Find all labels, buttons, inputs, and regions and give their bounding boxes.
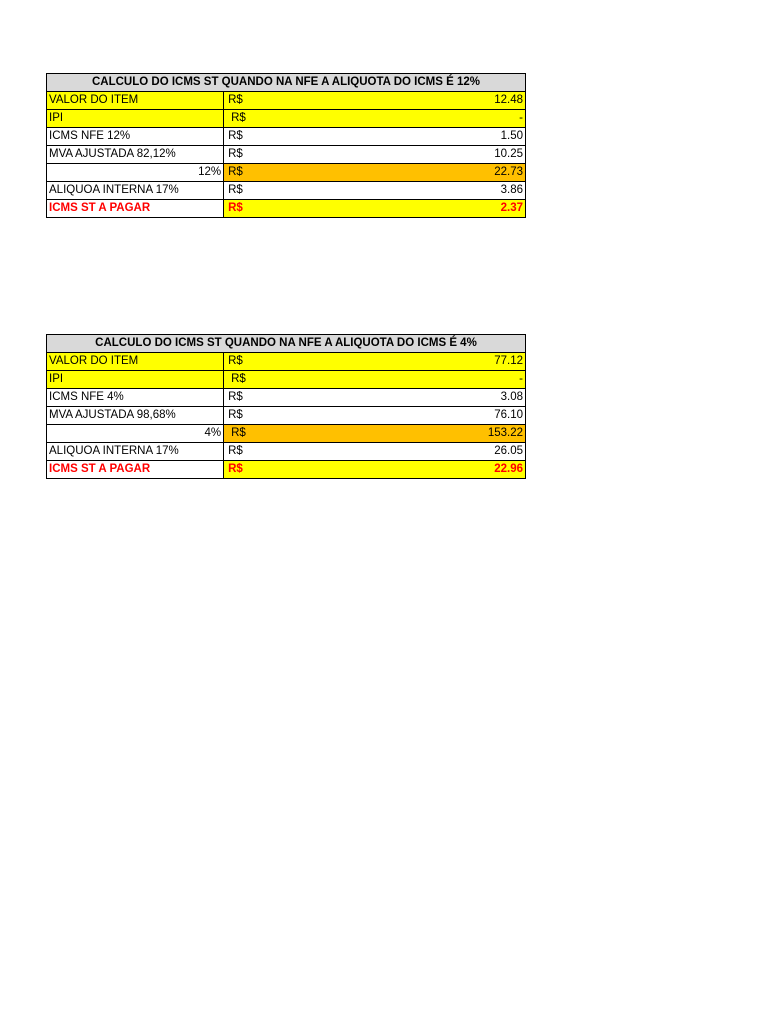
row-value: 22.73 [494,166,523,178]
row-value: - [519,373,523,385]
row-value: - [519,112,523,124]
row-value: 26.05 [494,445,523,457]
currency-symbol: R$ [228,355,243,367]
row-value-cell[interactable] [224,110,526,128]
icms-st-table-12 [46,73,526,218]
row-value-cell[interactable] [224,371,526,389]
row-label-ipi[interactable]: IPI [47,371,224,389]
row-value-cell[interactable] [224,425,526,443]
row-value: 10.25 [494,148,523,160]
row-value: 12.48 [494,94,523,106]
row-value-cell[interactable] [224,146,526,164]
row-label-mva-ajustada[interactable]: MVA AJUSTADA 82,12% [47,146,224,164]
row-value-cell[interactable] [224,164,526,182]
currency-symbol: R$ [228,166,243,178]
currency-symbol: R$ [228,184,243,196]
table-row [47,92,526,110]
currency-symbol: R$ [228,130,243,142]
row-value: 3.86 [500,184,523,196]
table-row [47,164,526,182]
row-label-aliquoa-interna[interactable]: ALIQUOA INTERNA 17% [47,443,224,461]
table-row [47,407,526,425]
table-title[interactable]: CALCULO DO ICMS ST QUANDO NA NFE A ALIQUOTA DO ICMS É 4% [47,335,526,353]
currency-symbol: R$ [228,409,243,421]
table-row [47,443,526,461]
row-value: 22.96 [494,463,523,475]
row-value-cell[interactable] [224,389,526,407]
row-value: 2.37 [500,202,523,214]
row-value: 153.22 [487,427,523,439]
row-label-base-percent[interactable]: 4% [47,425,224,443]
row-label-valor-do-item[interactable]: VALOR DO ITEM [47,92,224,110]
row-value-cell[interactable] [224,461,526,479]
row-label-mva-ajustada[interactable]: MVA AJUSTADA 98,68% [47,407,224,425]
table-row [47,146,526,164]
table-row [47,110,526,128]
currency-symbol: R$ [231,373,246,385]
table-row [47,425,526,443]
row-value: 77.12 [494,355,523,367]
currency-symbol: R$ [228,202,243,214]
table-row [47,128,526,146]
currency-symbol: R$ [228,148,243,160]
row-label-valor-do-item[interactable]: VALOR DO ITEM [47,353,224,371]
table-row [47,371,526,389]
currency-symbol: R$ [228,94,243,106]
table-title-row [47,74,526,92]
row-value-cell[interactable] [224,407,526,425]
table-row [47,200,526,218]
table-row [47,182,526,200]
icms-st-table-4 [46,334,526,479]
row-value: 1.50 [500,130,523,142]
table-title-row [47,335,526,353]
currency-symbol: R$ [228,445,243,457]
row-value-cell[interactable] [224,92,526,110]
row-label-base-percent[interactable]: 12% [47,164,224,182]
currency-symbol: R$ [231,427,246,439]
table-row [47,389,526,407]
currency-symbol: R$ [228,463,243,475]
row-value-cell[interactable] [224,128,526,146]
row-label-aliquoa-interna[interactable]: ALIQUOA INTERNA 17% [47,182,224,200]
currency-symbol: R$ [228,391,243,403]
row-label-icms-st-a-pagar[interactable]: ICMS ST A PAGAR [47,461,224,479]
table-row [47,353,526,371]
row-value-cell[interactable] [224,353,526,371]
row-label-icms-st-a-pagar[interactable]: ICMS ST A PAGAR [47,200,224,218]
row-label-ipi[interactable]: IPI [47,110,224,128]
row-value: 76.10 [494,409,523,421]
row-value-cell[interactable] [224,182,526,200]
row-label-icms-nfe[interactable]: ICMS NFE 12% [47,128,224,146]
currency-symbol: R$ [231,112,246,124]
table-title[interactable]: CALCULO DO ICMS ST QUANDO NA NFE A ALIQUOTA DO ICMS É 12% [47,74,526,92]
row-value: 3.08 [500,391,523,403]
row-value-cell[interactable] [224,200,526,218]
row-label-icms-nfe[interactable]: ICMS NFE 4% [47,389,224,407]
row-value-cell[interactable] [224,443,526,461]
table-row [47,461,526,479]
